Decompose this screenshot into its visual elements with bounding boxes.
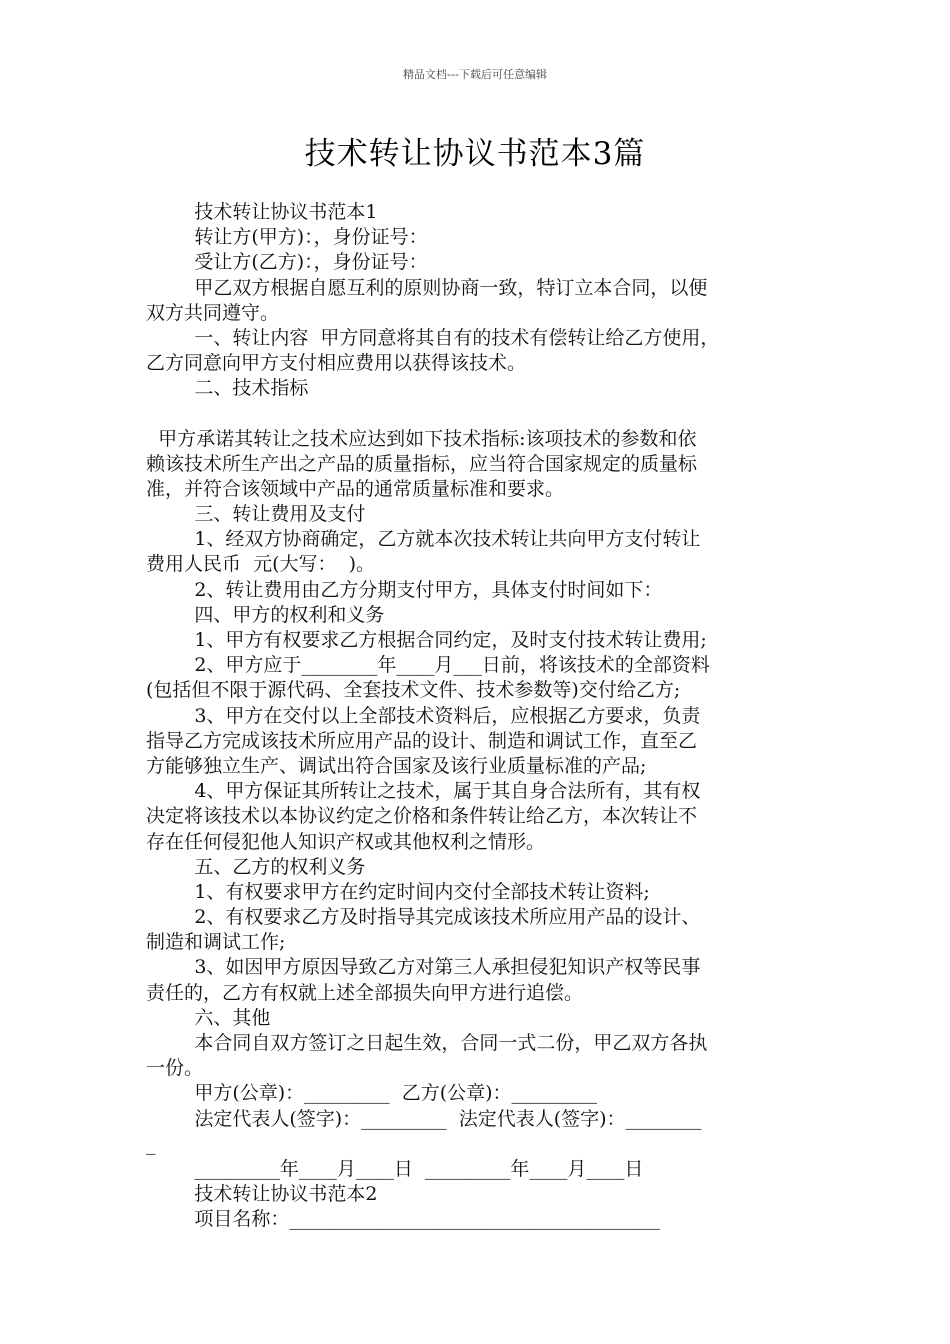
body-line: 本合同自双方签订之日起生效，合同一式二份，甲乙双方各执 [146, 1032, 708, 1054]
body-line: 1、有权要求甲方在约定时间内交付全部技术转让资料; [146, 880, 650, 903]
body-line: 甲方承诺其转让之技术应达到如下技术指标:该项技术的参数和依 [146, 427, 697, 450]
section-heading: 四、甲方的权利和义务 [146, 603, 385, 626]
body-line: 准，并符合该领域中产品的通常质量标准和要求。 [146, 477, 565, 500]
section-heading: 六、其他 [146, 1006, 271, 1029]
body-line: 乙方同意向甲方支付相应费用以获得该技术。 [146, 352, 527, 375]
body-line: 技术转让协议书范本1 [146, 201, 378, 223]
body-line: (包括但不限于源代码、全套技术文件、技术参数等)交付给乙方; [146, 679, 681, 702]
body-line: 方能够独立生产、调试出符合国家及该行业质量标准的产品; [146, 754, 647, 777]
document-title: 技术转让协议书范本3篇 [304, 136, 646, 172]
body-line: 4、甲方保证其所转让之技术，属于其自身合法所有，其有权 [146, 780, 701, 803]
body-line: 3、如因甲方原因导致乙方对第三人承担侵犯知识产权等民事 [146, 956, 701, 979]
document-body [146, 200, 810, 1233]
body-line: 制造和调试工作; [146, 931, 286, 954]
signature-line: 甲方(公章)：_________ 乙方(公章)：_________ [146, 1082, 598, 1105]
body-line: 决定将该技术以本协议约定之价格和条件转让给乙方，本次转让不 [146, 805, 698, 828]
body-line: 1、甲方有权要求乙方根据合同约定，及时支付技术转让费用; [146, 629, 707, 651]
body-line: 2、甲方应于________年____月___日前，将该技术的全部资料 [146, 654, 710, 677]
section-heading: 三、转让费用及支付 [146, 503, 366, 526]
body-line: 赖该技术所生产出之产品的质量指标，应当符合国家规定的质量标 [146, 452, 698, 475]
body-line: 责任的，乙方有权就上述全部损失向甲方进行追偿。 [146, 981, 584, 1004]
body-line: _ [146, 1132, 156, 1155]
body-line: 2、有权要求乙方及时指导其完成该技术所应用产品的设计、 [146, 906, 701, 929]
signature-line: 法定代表人(签字)：_________ 法定代表人(签字)：________ [146, 1107, 702, 1130]
body-line: 甲乙双方根据自愿互利的原则协商一致，特订立本合同，以便 [146, 276, 708, 299]
body-line: 一份。 [146, 1057, 204, 1080]
body-line: 指导乙方完成该技术所应用产品的设计、制造和调试工作，直至乙 [146, 729, 698, 752]
body-line: 转让方(甲方)：，身份证号： [146, 226, 428, 249]
body-line: 双方共同遵守。 [146, 301, 280, 324]
body-line: 3、甲方在交付以上全部技术资料后，应根据乙方要求，负责 [146, 704, 701, 727]
page-header: 精品文档---下载后可任意编辑 [403, 68, 547, 81]
section-heading: 二、技术指标 [146, 377, 309, 400]
project-name-line: 项目名称：_______________________________________ [146, 1208, 660, 1231]
body-line: 1、经双方协商确定，乙方就本次技术转让共向甲方支付转让 [146, 528, 701, 551]
body-line: 一、转让内容 甲方同意将其自有的技术有偿转让给乙方使用， [146, 326, 720, 349]
body-line: 费用人民币 元(大写： )。 [146, 553, 375, 576]
body-line: 受让方(乙方)：，身份证号： [146, 251, 428, 274]
date-line: _________年____月____日 _________年____月____日 [146, 1157, 644, 1180]
body-line: 存在任何侵犯他人知识产权或其他权利之情形。 [146, 830, 546, 853]
section-heading: 五、乙方的权利义务 [146, 855, 366, 878]
section-heading: 技术转让协议书范本2 [146, 1183, 378, 1206]
body-line: 2、转让费用由乙方分期支付甲方，具体支付时间如下： [146, 578, 663, 601]
